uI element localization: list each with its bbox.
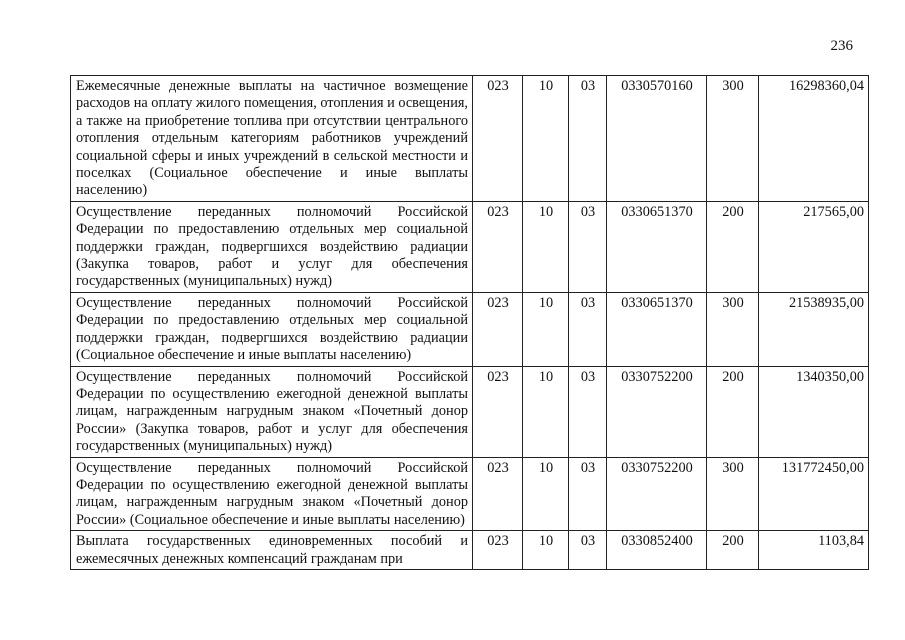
row-expense-type: 300 <box>707 457 759 531</box>
row-subsection: 03 <box>569 457 607 531</box>
row-description: Осуществление переданных полномочий Российской Федерации по осуществлению ежегодной денежной выплаты лицам, награжденным нагрудным знаком «Почетный донор России» (Социальное обеспечение и иные выплаты населению) <box>71 457 473 531</box>
row-expense-type: 200 <box>707 201 759 292</box>
row-expense-type: 300 <box>707 76 759 202</box>
table-row <box>71 292 869 366</box>
row-subsection: 03 <box>569 366 607 457</box>
row-grbs-code: 023 <box>473 76 523 202</box>
row-subsection: 03 <box>569 531 607 570</box>
row-expense-type: 200 <box>707 531 759 570</box>
row-expense-type: 200 <box>707 366 759 457</box>
row-description: Выплата государственных единовременных пособий и ежемесячных денежных компенсаций гражданам при <box>71 531 473 570</box>
row-section: 10 <box>523 457 569 531</box>
row-subsection: 03 <box>569 76 607 202</box>
row-section: 10 <box>523 201 569 292</box>
budget-table <box>70 75 869 570</box>
row-target-article: 0330752200 <box>607 366 707 457</box>
row-amount: 21538935,00 <box>759 292 869 366</box>
row-amount: 1103,84 <box>759 531 869 570</box>
row-grbs-code: 023 <box>473 531 523 570</box>
row-description: Осуществление переданных полномочий Российской Федерации по предоставлению отдельных мер социальной поддержки граждан, подвергшихся воздействию радиации (Социальное обеспечение и иные выплаты населению) <box>71 292 473 366</box>
row-section: 10 <box>523 292 569 366</box>
row-amount: 16298360,04 <box>759 76 869 202</box>
table-row <box>71 531 869 570</box>
row-amount: 131772450,00 <box>759 457 869 531</box>
row-subsection: 03 <box>569 292 607 366</box>
row-target-article: 0330651370 <box>607 292 707 366</box>
table-row <box>71 366 869 457</box>
row-section: 10 <box>523 76 569 202</box>
table-row <box>71 457 869 531</box>
row-grbs-code: 023 <box>473 292 523 366</box>
row-amount: 217565,00 <box>759 201 869 292</box>
row-section: 10 <box>523 366 569 457</box>
row-subsection: 03 <box>569 201 607 292</box>
table-row <box>71 76 869 202</box>
row-description: Ежемесячные денежные выплаты на частичное возмещение расходов на оплату жилого помещения, отопления и освещения, а также на приобретение топлива при отсутствии центрального отопления отдельным категориям работников учреждений социальной сферы и иных учреждений в сельской местности и поселках (Социальное обеспечение и иные выплаты населению) <box>71 76 473 202</box>
row-target-article: 0330752200 <box>607 457 707 531</box>
page-number: 236 <box>830 38 853 54</box>
row-target-article: 0330570160 <box>607 76 707 202</box>
row-section: 10 <box>523 531 569 570</box>
row-description: Осуществление переданных полномочий Российской Федерации по осуществлению ежегодной денежной выплаты лицам, награжденным нагрудным знаком «Почетный донор России» (Закупка товаров, работ и услуг для обеспечения государственных (муниципальных) нужд) <box>71 366 473 457</box>
row-target-article: 0330651370 <box>607 201 707 292</box>
row-grbs-code: 023 <box>473 457 523 531</box>
table-row <box>71 201 869 292</box>
row-target-article: 0330852400 <box>607 531 707 570</box>
row-grbs-code: 023 <box>473 201 523 292</box>
row-amount: 1340350,00 <box>759 366 869 457</box>
row-grbs-code: 023 <box>473 366 523 457</box>
row-expense-type: 300 <box>707 292 759 366</box>
row-description: Осуществление переданных полномочий Российской Федерации по предоставлению отдельных мер социальной поддержки граждан, подвергшихся воздействию радиации (Закупка товаров, работ и услуг для обеспечения государственных (муниципальных) нужд) <box>71 201 473 292</box>
